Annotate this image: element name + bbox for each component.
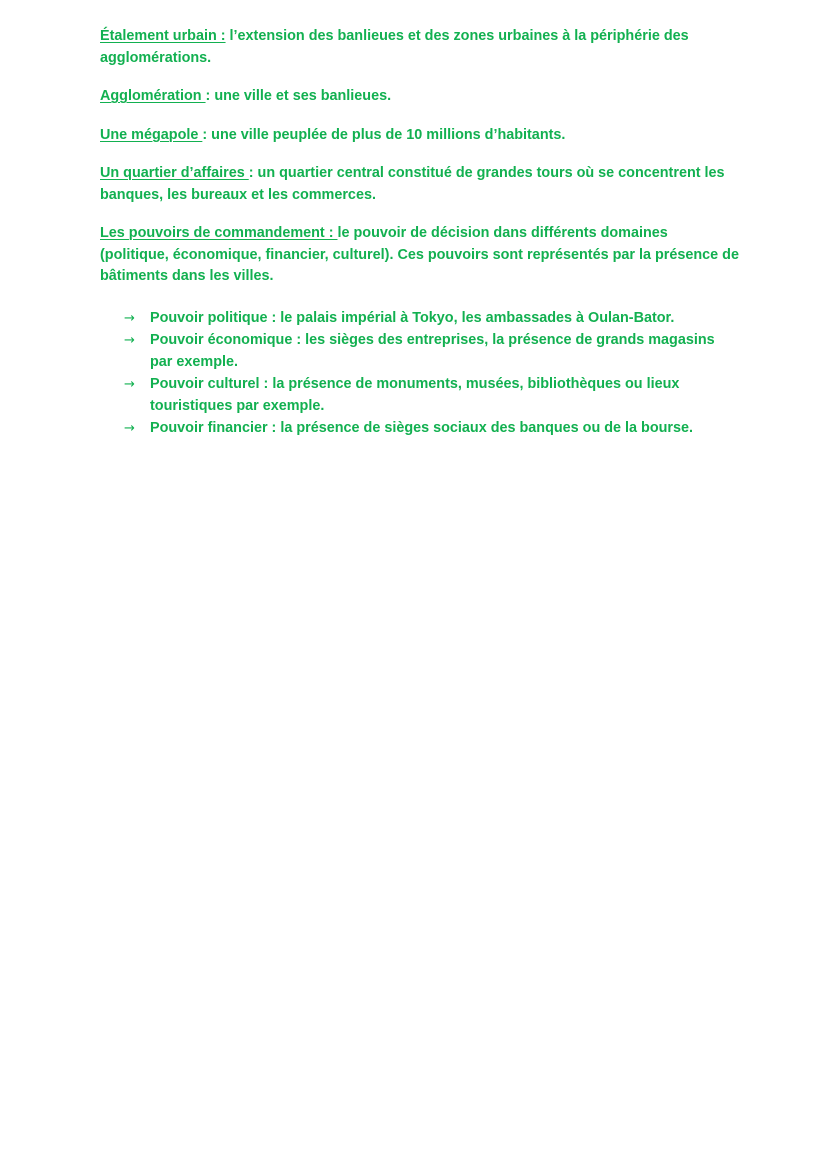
definition-term: Agglomération (100, 88, 206, 104)
definition-etalement-urbain (100, 26, 740, 69)
arrow-right-icon: → (124, 310, 135, 326)
list-item-text: Pouvoir économique : les sièges des entreprises, la présence de grands magasins par exemple. (150, 332, 715, 370)
list-item-text: Pouvoir culturel : la présence de monuments, musées, bibliothèques ou lieux touristiques par exemple. (150, 376, 680, 414)
arrow-right-icon: → (124, 333, 135, 348)
list-item-pouvoir-economique (100, 330, 740, 373)
definition-term: Un quartier d’affaires (100, 165, 249, 181)
list-item-text: Pouvoir politique : le palais impérial à Tokyo, les ambassades à Oulan-Bator. (150, 309, 675, 326)
arrow-right-icon: → (124, 377, 135, 392)
arrow-right-icon: → (124, 421, 135, 436)
definition-pouvoirs-commandement (100, 223, 740, 288)
list-item-pouvoir-financier (100, 418, 740, 440)
list-item-text: Pouvoir financier : la présence de sièges sociaux des banques ou de la bourse. (150, 420, 694, 436)
definition-term: Une mégapole (100, 126, 203, 143)
list-item-pouvoir-politique (100, 308, 740, 330)
definition-text: le pouvoir de décision dans différents domaines (politique, économique, financier, culturel). Ces pouvoirs sont représentés par la présence de bâtiments dans les villes. (100, 225, 739, 284)
definition-text: : une ville et ses banlieues. (205, 88, 392, 104)
definition-agglomeration (100, 86, 740, 108)
definition-term: Les pouvoirs de commandement : (100, 225, 338, 241)
definition-megapole (100, 125, 740, 147)
list-item-pouvoir-culturel (100, 374, 740, 417)
definition-text: : une ville peuplée de plus de 10 millions d’habitants. (202, 126, 566, 143)
definition-quartier-affaires (100, 163, 740, 206)
document-page (100, 26, 740, 441)
definition-text: : un quartier central constitué de grandes tours où se concentrent les banques, les bureaux et les commerces. (100, 165, 725, 203)
definition-term: Étalement urbain : (100, 28, 226, 44)
pouvoirs-list (100, 308, 740, 440)
definition-text: l’extension des banlieues et des zones urbaines à la périphérie des agglomérations. (100, 28, 689, 66)
